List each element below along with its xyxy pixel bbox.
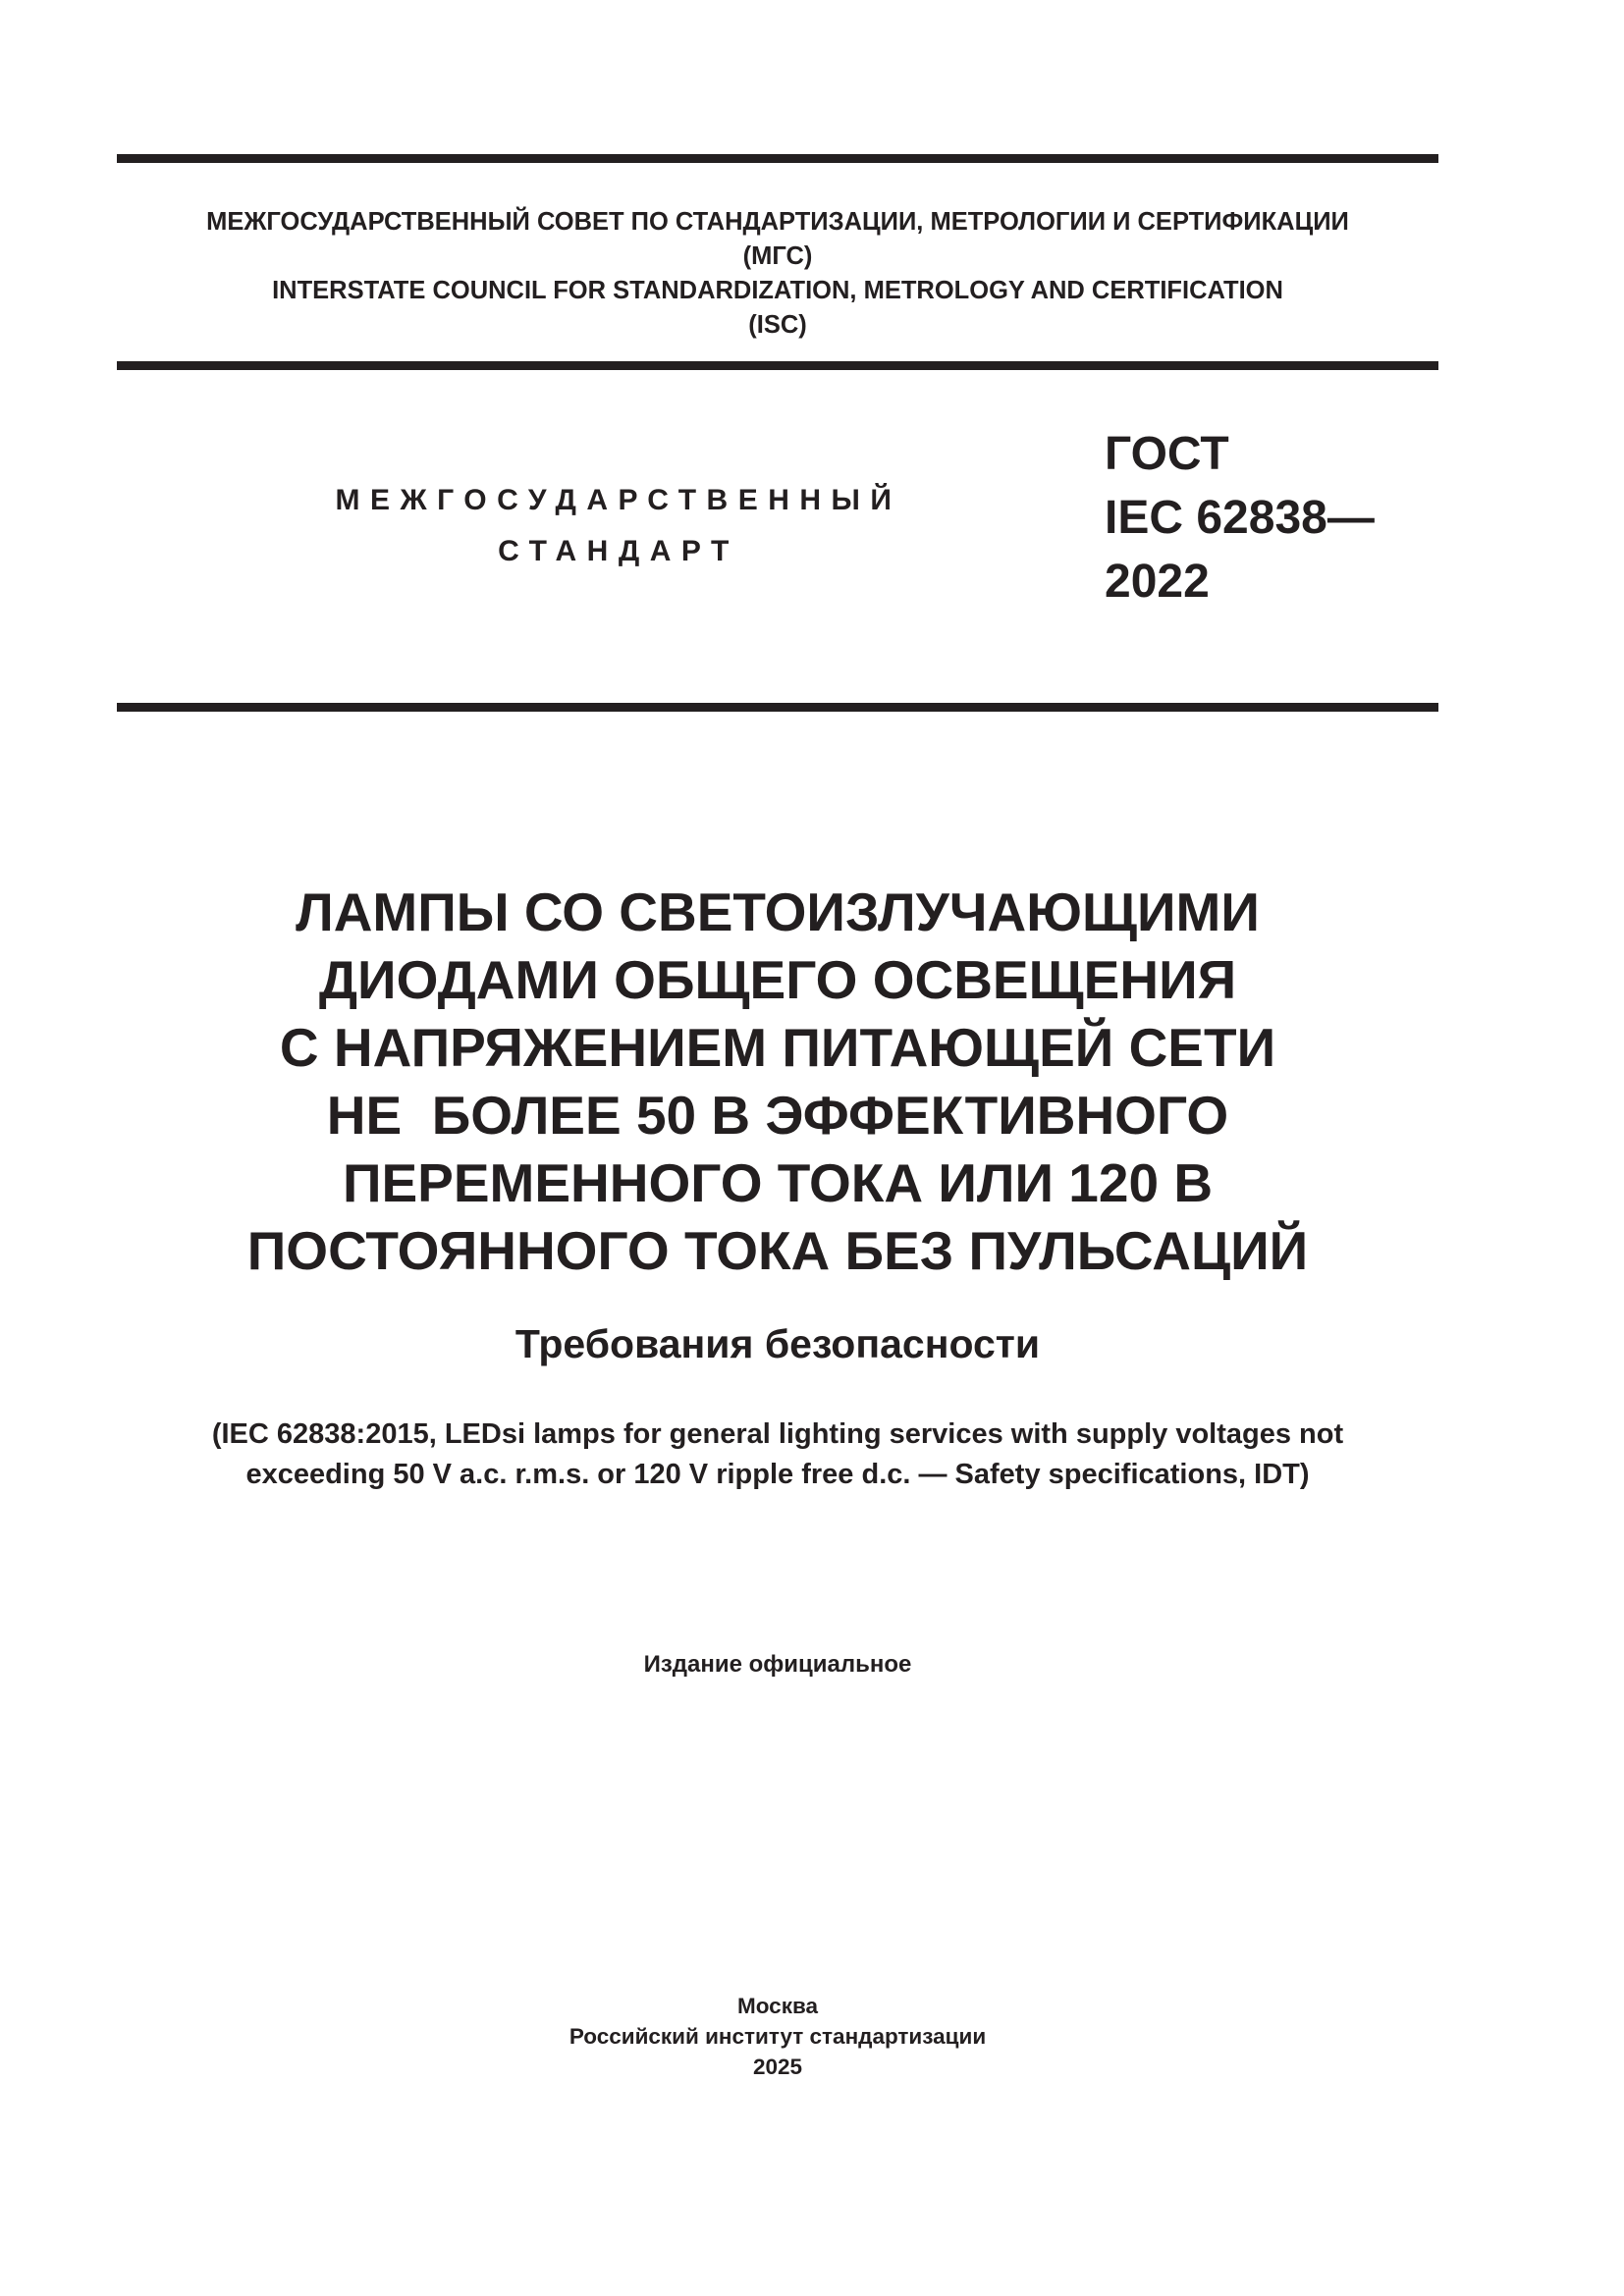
imprint-city: Москва — [736, 1994, 818, 2018]
imprint-year: 2025 — [752, 2055, 803, 2079]
title-line: С НАПРЯЖЕНИЕМ ПИТАЮЩЕЙ СЕТИ — [279, 1017, 1276, 1078]
top-divider — [117, 154, 1438, 163]
edition-note: Издание официальное — [643, 1651, 912, 1678]
title-line: НЕ БОЛЕЕ 50 В ЭФФЕКТИВНОГО — [326, 1085, 1229, 1146]
title-line: ПЕРЕМЕННОГО ТОКА ИЛИ 120 В — [342, 1152, 1214, 1213]
council-name-ru: МЕЖГОСУДАРСТВЕННЫЙ СОВЕТ ПО СТАНДАРТИЗАЦИИ, МЕТРОЛОГИИ И СЕРТИФИКАЦИИ — [206, 208, 1349, 236]
designation-line-3: 2022 — [1105, 556, 1210, 608]
standard-type-line-2: СТАНДАРТ — [498, 535, 739, 567]
header-divider — [117, 361, 1438, 370]
publisher-imprint — [117, 1991, 1438, 2082]
standard-designation — [1105, 422, 1375, 614]
designation-line-1: ГОСТ — [1105, 428, 1229, 480]
reference-line-1: (IEC 62838:2015, LEDsi lamps for general lighting services with supply voltages not — [211, 1418, 1344, 1450]
council-abbr-en: (ISC) — [748, 311, 807, 339]
title-line: ПОСТОЯННОГО ТОКА БЕЗ ПУЛЬСАЦИЙ — [246, 1220, 1309, 1281]
document-subtitle: Требования безопасности — [514, 1321, 1041, 1366]
standard-type — [295, 475, 943, 577]
reference-line-2: exceeding 50 V a.c. r.m.s. or 120 V ripple free d.c. — Safety specifications, IDT) — [245, 1459, 1310, 1490]
designation-line-2: IEC 62838— — [1105, 492, 1375, 544]
document-title — [117, 879, 1438, 1285]
title-divider — [117, 703, 1438, 712]
council-abbr-ru: (МГС) — [742, 242, 813, 270]
council-name-en: INTERSTATE COUNCIL FOR STANDARDIZATION, METROLOGY AND CERTIFICATION — [272, 277, 1283, 304]
source-reference — [59, 1415, 1496, 1495]
standard-type-line-1: МЕЖГОСУДАРСТВЕННЫЙ — [335, 484, 902, 516]
title-line: ДИОДАМИ ОБЩЕГО ОСВЕЩЕНИЯ — [318, 949, 1237, 1010]
council-header — [117, 205, 1438, 343]
title-line: ЛАМПЫ СО СВЕТОИЗЛУЧАЮЩИМИ — [296, 881, 1260, 942]
imprint-publisher: Российский институт стандартизации — [568, 2024, 987, 2049]
